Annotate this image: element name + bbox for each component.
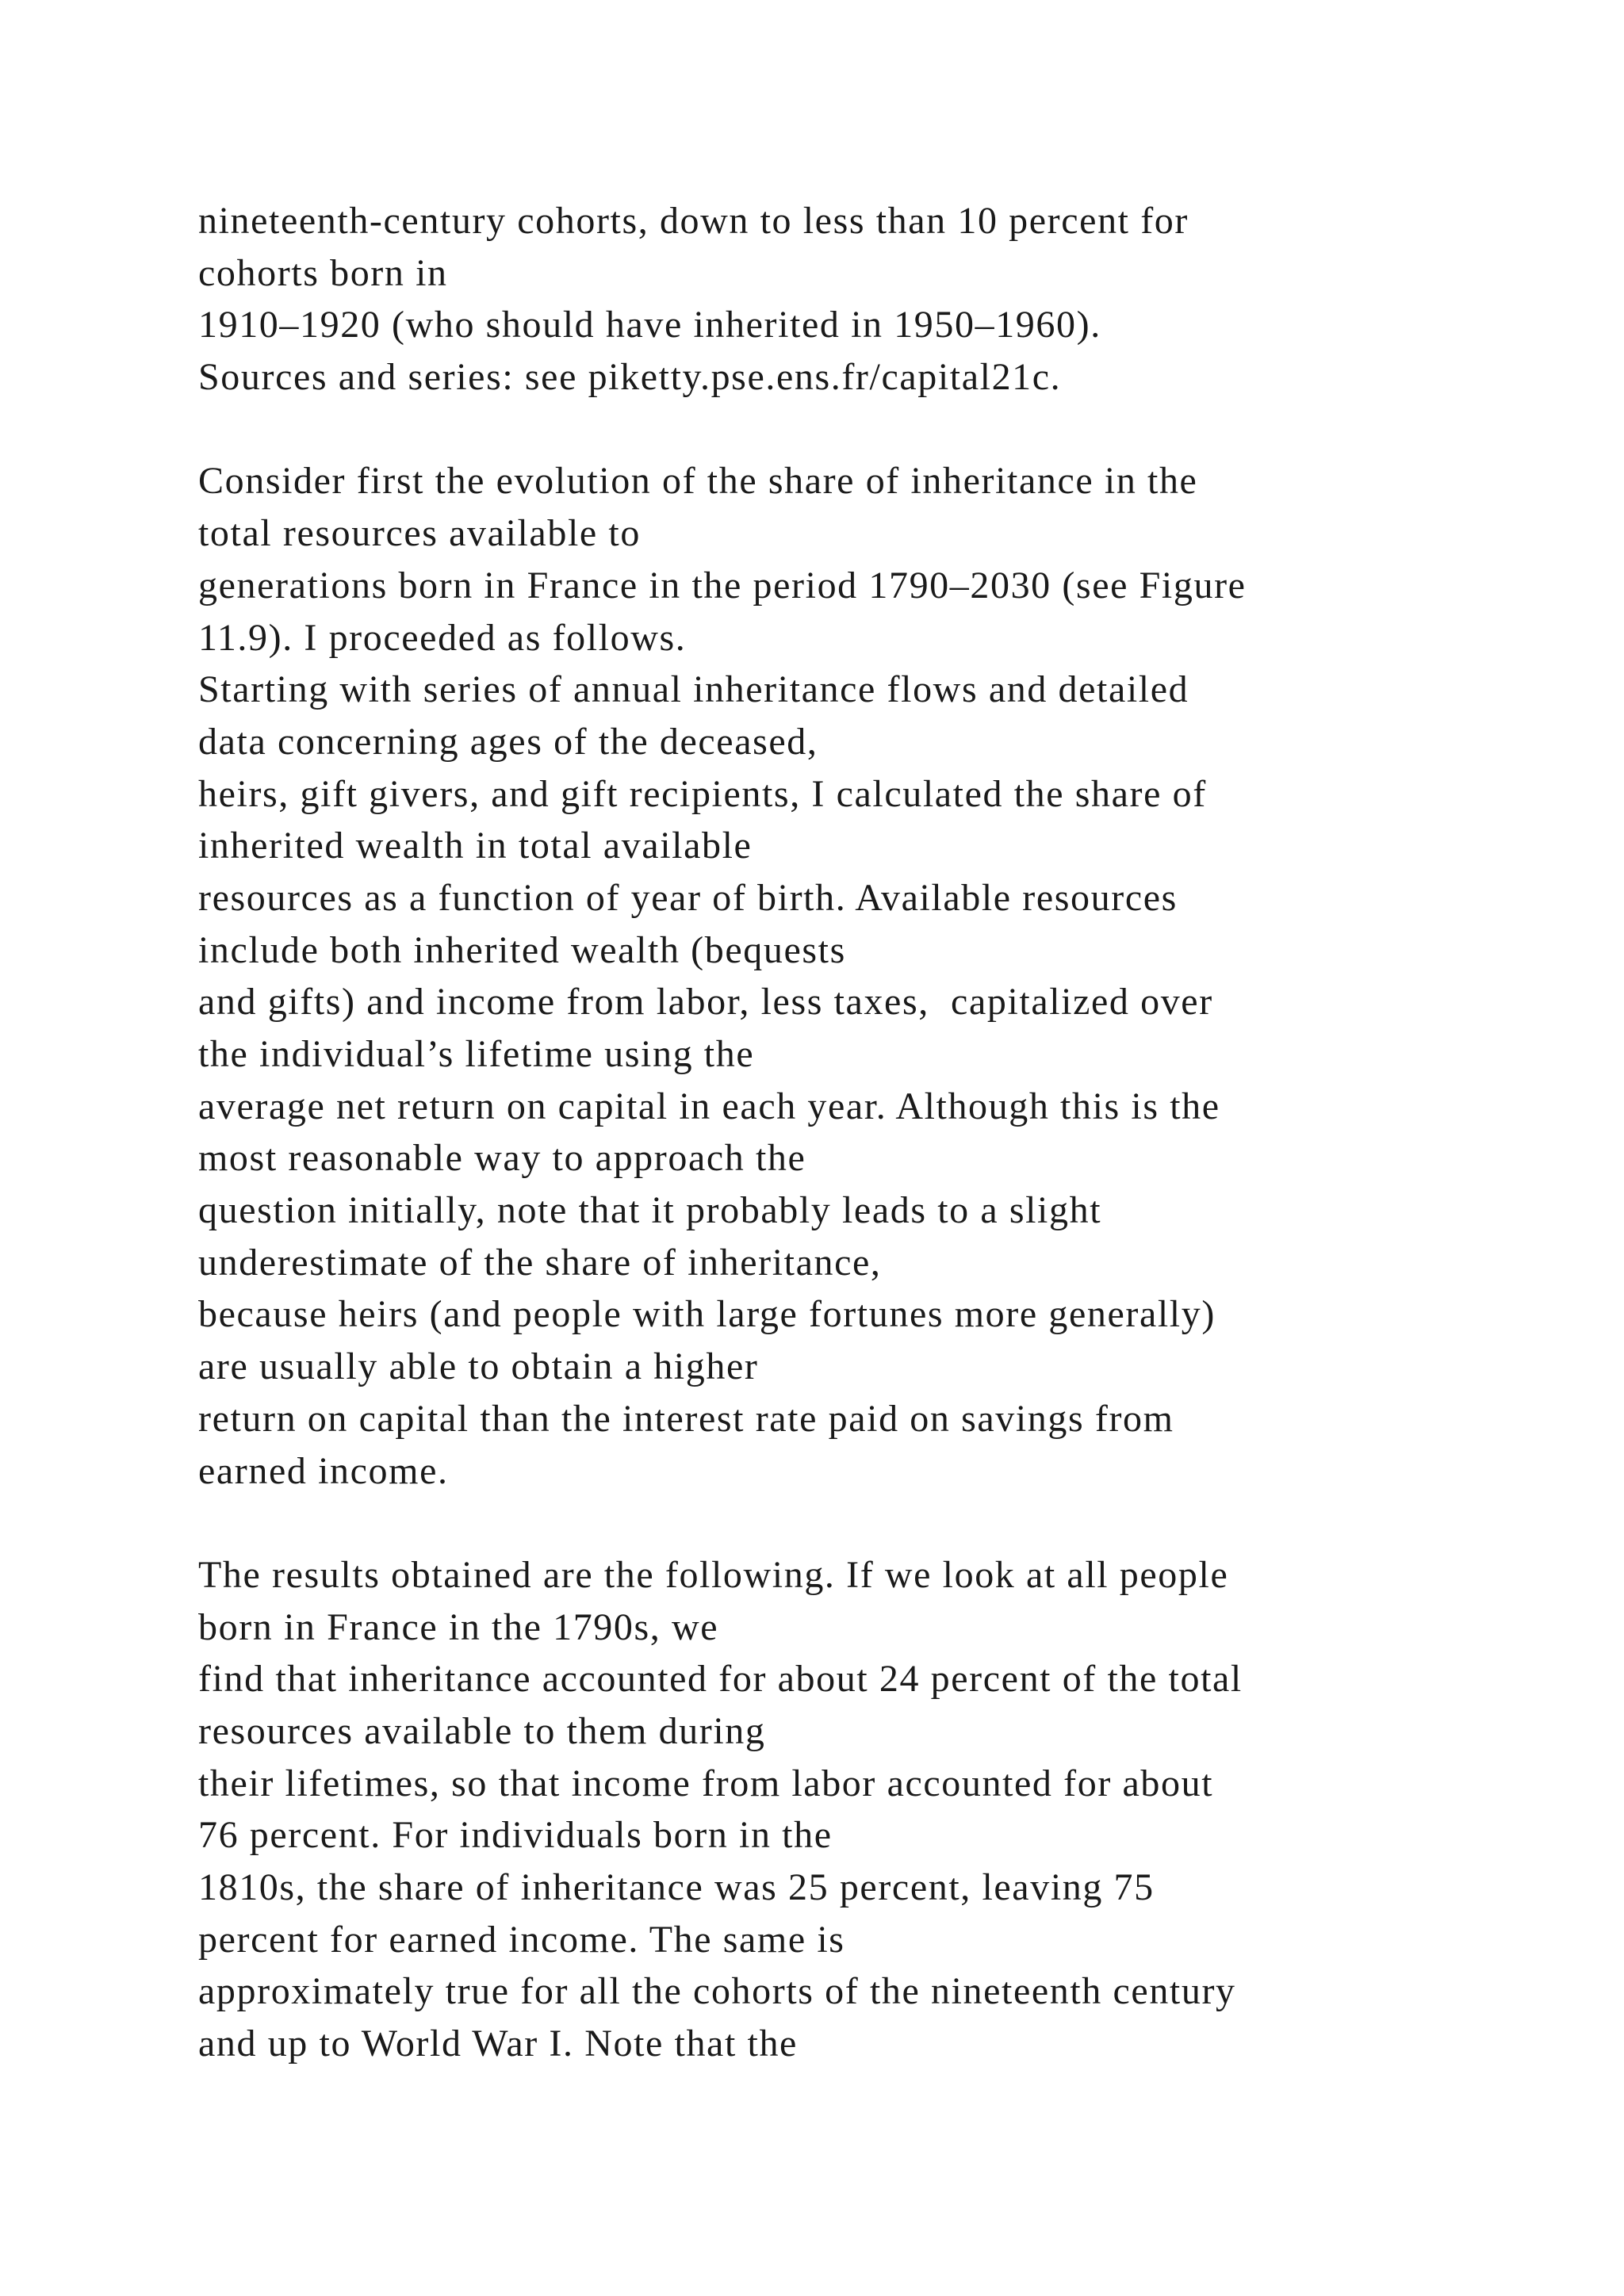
text-line: Consider first the evolution of the share of inheritance in the bbox=[198, 460, 1198, 503]
text-line: 11.9). I proceeded as follows. bbox=[198, 616, 687, 659]
text-line: cohorts born in bbox=[198, 251, 448, 294]
text-line: nineteenth-century cohorts, down to less than 10 percent for bbox=[198, 200, 1189, 242]
text-line: generations born in France in the period 1790–2030 (see Figure bbox=[198, 564, 1247, 607]
text-line: their lifetimes, so that income from labor accounted for about bbox=[198, 1762, 1214, 1804]
text-line: Starting with series of annual inheritance flows and detailed bbox=[198, 668, 1189, 711]
text-line: inherited wealth in total available bbox=[198, 825, 753, 867]
text-line: are usually able to obtain a higher bbox=[198, 1345, 759, 1388]
text-line: because heirs (and people with large fortunes more generally) bbox=[198, 1293, 1216, 1336]
text-line: 1810s, the share of inheritance was 25 percent, leaving 75 bbox=[198, 1866, 1155, 1908]
text-line: data concerning ages of the deceased, bbox=[198, 720, 818, 763]
text-line: return on capital than the interest rate paid on savings from bbox=[198, 1397, 1174, 1440]
text-line: and up to World War I. Note that the bbox=[198, 2022, 798, 2065]
text-line: average net return on capital in each year. Although this is the bbox=[198, 1085, 1220, 1127]
text-line: the individual’s lifetime using the bbox=[198, 1033, 755, 1075]
text-line: 1910–1920 (who should have inherited in 1950–1960). bbox=[198, 304, 1101, 346]
paragraph-gap bbox=[198, 1497, 1546, 1549]
text-line: Sources and series: see piketty.pse.ens.fr/capital21c. bbox=[198, 356, 1062, 399]
body-text bbox=[198, 195, 1546, 2070]
paragraph-3 bbox=[198, 1549, 1546, 2070]
text-line: resources as a function of year of birth. Available resources bbox=[198, 876, 1178, 919]
paragraph-1 bbox=[198, 195, 1546, 404]
text-line: approximately true for all the cohorts of the nineteenth century bbox=[198, 1970, 1236, 2013]
text-line: and gifts) and income from labor, less taxes, capitalized over bbox=[198, 981, 1213, 1024]
text-line: underestimate of the share of inheritance, bbox=[198, 1241, 882, 1284]
text-line: born in France in the 1790s, we bbox=[198, 1605, 719, 1648]
text-line: percent for earned income. The same is bbox=[198, 1918, 845, 1961]
paragraph-gap bbox=[198, 404, 1546, 456]
text-line: include both inherited wealth (bequests bbox=[198, 928, 846, 971]
text-line: 76 percent. For individuals born in the bbox=[198, 1814, 833, 1857]
text-line: total resources available to bbox=[198, 512, 641, 555]
text-line: heirs, gift givers, and gift recipients, I calculated the share of bbox=[198, 772, 1207, 815]
paragraph-2 bbox=[198, 455, 1546, 1497]
text-line: question initially, note that it probably leads to a slight bbox=[198, 1189, 1102, 1232]
text-line: resources available to them during bbox=[198, 1709, 766, 1752]
text-line: The results obtained are the following. If we look at all people bbox=[198, 1553, 1229, 1596]
text-line: earned income. bbox=[198, 1449, 449, 1492]
text-line: most reasonable way to approach the bbox=[198, 1137, 806, 1180]
text-line: find that inheritance accounted for about 24 percent of the total bbox=[198, 1658, 1243, 1701]
